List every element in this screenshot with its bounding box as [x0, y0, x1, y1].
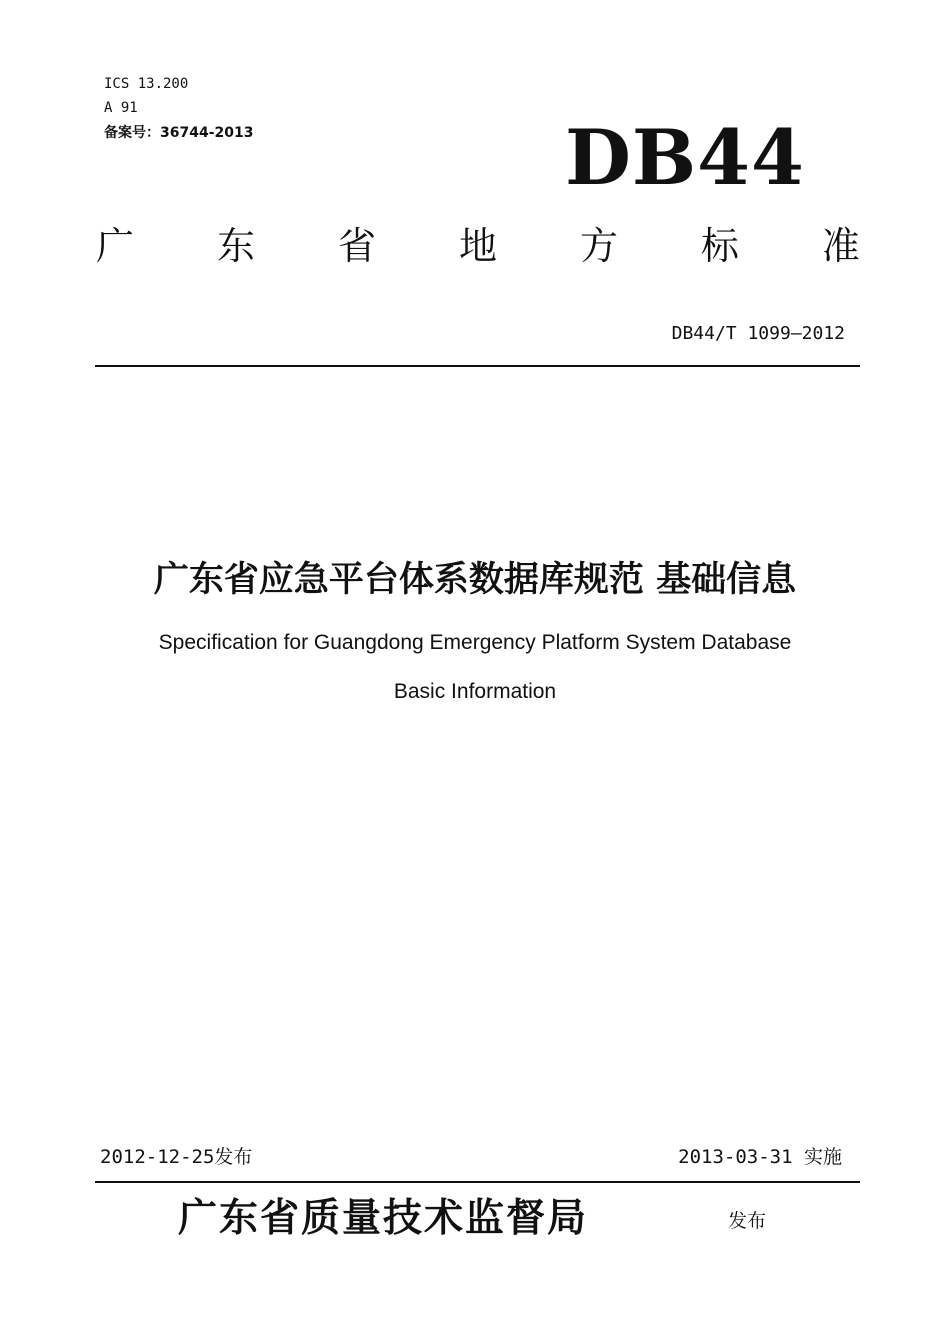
filing-number: 备案号：36744-2013 — [104, 125, 254, 141]
standard-type-char: 广 — [96, 224, 135, 268]
standard-number: DB44/T 1099—2012 — [671, 323, 845, 344]
implementation-date — [678, 1145, 842, 1169]
standard-type-char: 省 — [337, 224, 376, 268]
document-title-en-line2: Basic Information — [393, 680, 557, 703]
classification-code: A 91 — [104, 100, 138, 116]
issue-date — [100, 1145, 252, 1169]
ics-code: ICS 13.200 — [104, 76, 189, 92]
top-divider — [95, 365, 860, 367]
implementation-date-value: 2013-03-31 — [678, 1146, 793, 1168]
document-title-en-line1: Specification for Guangdong Emergency Platform System Database — [158, 631, 792, 654]
document-title-cn: 广东省应急平台体系数据库规范 基础信息 — [153, 560, 797, 600]
implementation-date-label: 实施 — [803, 1146, 842, 1168]
standard-type-char: 方 — [579, 224, 618, 268]
standard-logo: DB44 — [565, 113, 805, 202]
bottom-divider — [95, 1181, 860, 1183]
publish-label: 发布 — [728, 1210, 767, 1232]
standard-type-char: 东 — [216, 224, 255, 268]
issue-date-value: 2012-12-25 — [100, 1146, 215, 1168]
issue-date-label: 发布 — [214, 1146, 253, 1168]
standard-type-char: 准 — [821, 224, 860, 268]
standard-type-title — [96, 222, 860, 270]
issuing-authority: 广东省质量技术监督局 — [178, 1195, 589, 1241]
standard-type-char: 地 — [458, 224, 497, 268]
standard-type-char: 标 — [700, 224, 739, 268]
